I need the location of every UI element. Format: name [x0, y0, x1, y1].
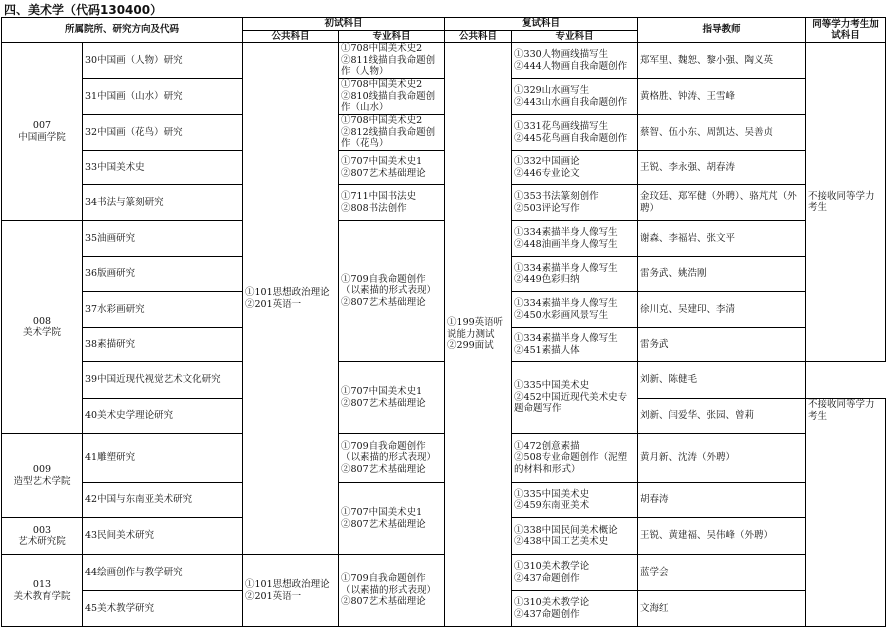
subject-line: ②452中国近现代美术史专题命题写作	[514, 391, 628, 415]
subject-line: ①709自我命题创作（以素描的形式表现）	[341, 440, 437, 464]
retest-major-cell	[512, 591, 638, 627]
public-line: ②201英语一	[245, 590, 302, 602]
supervisors-cell: 黄月新、沈涛（外聘）	[638, 434, 806, 483]
direction-cell: 44绘画创作与教学研究	[83, 555, 243, 591]
subject-line: ②437命题创作	[514, 572, 580, 584]
direction-cell: 33中国美术史	[83, 151, 243, 185]
dept-code: 013	[32, 579, 52, 590]
supervisors-cell: 雷务武	[638, 328, 806, 362]
subject-line: ①709自我命题创作（以素描的形式表现）	[341, 573, 437, 596]
subject-line: ②508专业命题创作（泥塑的材料和形式）	[514, 452, 628, 475]
retest-public-line: ①199英语听说能力测试	[447, 317, 504, 340]
header-dept-major: 所属院所、研究方向及代码	[2, 18, 243, 43]
direction-cell: 35油画研究	[83, 221, 243, 257]
direction-cell: 34书法与篆刻研究	[83, 185, 243, 221]
header-supervisors: 指导教师	[638, 18, 806, 43]
header-first-exam: 初试科目	[243, 18, 445, 31]
first-major-cell	[339, 43, 445, 79]
subject-line: ①334素描半身人像写生	[514, 262, 618, 274]
dept-cell	[2, 555, 83, 627]
retest-major-cell	[512, 434, 638, 483]
direction-cell: 37水彩画研究	[83, 292, 243, 328]
subject-line: ②810线描自我命题创作（山水）	[341, 90, 436, 114]
subject-line: ②443山水画自我命题创作	[514, 96, 628, 108]
direction-cell: 36版画研究	[83, 257, 243, 292]
table-row	[2, 151, 886, 185]
header-retest-public: 公共科目	[445, 30, 512, 43]
supervisors-cell: 黄格胜、钟涛、王雪峰	[638, 79, 806, 115]
supervisors-cell: 刘新、闫爱华、张园、曾莉	[638, 399, 806, 434]
first-major-cell	[339, 115, 445, 151]
first-major-cell	[339, 362, 445, 434]
supervisors-cell: 刘新、陈健毛	[638, 362, 806, 399]
dept-name: 艺术研究院	[18, 536, 66, 547]
subject-line: ①335中国美术史	[514, 380, 590, 392]
supervisors-cell: 郑军里、魏恕、黎小强、陶义英	[638, 43, 806, 79]
table-row	[2, 115, 886, 151]
subject-line: ①334素描半身人像写生	[514, 333, 618, 344]
retest-major-cell	[512, 518, 638, 555]
subject-line: ①310美术教学论	[514, 561, 590, 572]
header-retest-major: 专业科目	[512, 30, 638, 43]
subject-line: ②807艺术基础理论	[341, 596, 426, 608]
subject-line: ②449色彩归纳	[514, 274, 580, 285]
supervisors-cell: 王锐、李永强、胡春涛	[638, 151, 806, 185]
subject-line: ②808书法创作	[341, 202, 407, 214]
first-major-cell	[339, 555, 445, 627]
dept-name: 美术学院	[22, 327, 61, 338]
first-major-cell	[339, 151, 445, 185]
subject-line: ②811线描自我命题创作（人物）	[341, 54, 436, 78]
retest-major-cell	[512, 555, 638, 591]
supervisors-cell: 徐川克、吴建印、李清	[638, 292, 806, 328]
retest-major-cell	[512, 43, 638, 79]
dept-code: 008	[32, 315, 52, 327]
subject-line: ①338中国民间美术概论	[514, 524, 618, 536]
subject-line: ①329山水画写生	[514, 85, 590, 96]
retest-major-cell	[512, 328, 638, 362]
direction-cell: 30中国画（人物）研究	[83, 43, 243, 79]
first-major-cell	[339, 185, 445, 221]
supervisors-cell: 蓝学会	[638, 555, 806, 591]
supervisors-cell: 文海红	[638, 591, 806, 627]
direction-cell: 43民间美术研究	[83, 518, 243, 555]
retest-major-cell	[512, 151, 638, 185]
direction-cell: 42中国与东南亚美术研究	[83, 483, 243, 518]
subject-line: ①708中国美术史2	[341, 43, 423, 55]
direction-cell: 31中国画（山水）研究	[83, 79, 243, 115]
subject-line: ①709自我命题创作（以素描的形式表现）	[341, 273, 437, 297]
direction-cell: 40美术史学理论研究	[83, 399, 243, 434]
subject-line: ②807艺术基础理论	[341, 518, 426, 530]
retest-major-cell	[512, 292, 638, 328]
dept-name: 美术教育学院	[13, 590, 71, 602]
subject-line: ①353书法篆刻创作	[514, 191, 599, 202]
dept-cell	[2, 434, 83, 518]
public-line: ①101思想政治理论	[245, 287, 330, 298]
supervisors-cell: 胡春涛	[638, 483, 806, 518]
subject-line: ②807艺术基础理论	[341, 167, 426, 179]
subject-line: ①707中国美术史1	[341, 386, 423, 397]
subject-line: ①331花鸟画线描写生	[514, 121, 609, 132]
table-row	[2, 434, 886, 483]
table-row	[2, 43, 886, 79]
dept-code: 007	[32, 120, 52, 131]
section-title: 四、美术学（代码130400）	[4, 3, 163, 17]
public-line: ①101思想政治理论	[245, 579, 330, 590]
subject-line: ②446专业论文	[514, 167, 580, 179]
dept-code: 009	[32, 464, 52, 475]
dept-name: 造型艺术学院	[13, 475, 71, 487]
equivalent-cell: 不接收同等学力考生	[806, 399, 886, 627]
table-row	[2, 362, 886, 399]
subject-line: ②445花鸟画自我命题创作	[514, 132, 628, 144]
first-major-cell	[339, 79, 445, 115]
direction-cell: 32中国画（花鸟）研究	[83, 115, 243, 151]
subject-line: ②438中国工艺美术史	[514, 536, 609, 547]
subject-line: ②450水彩画风景写生	[514, 309, 609, 321]
table-row	[2, 555, 886, 591]
subject-line: ②812线描自我命题创作（花鸟）	[341, 126, 436, 150]
subject-line: ②448油画半身人像写生	[514, 238, 618, 250]
retest-major-cell	[512, 79, 638, 115]
public-line: ②201英语一	[245, 298, 302, 310]
retest-major-cell	[512, 221, 638, 257]
table-row	[2, 79, 886, 115]
retest-public-line: ②299面试	[447, 340, 494, 352]
public-subject-cell	[243, 555, 339, 627]
subject-line: ①708中国美术史2	[341, 79, 423, 91]
supervisors-cell: 王锐、黄建福、吴伟峰（外聘）	[638, 518, 806, 555]
public-subject-cell	[243, 43, 339, 555]
subject-line: ②503评论写作	[514, 202, 580, 214]
supervisors-cell: 金玟廷、郑军健（外聘）、骆芃芃（外聘）	[638, 185, 806, 221]
dept-cell	[2, 518, 83, 555]
subject-line: ②437命题创作	[514, 608, 580, 620]
subject-line: ①711中国书法史	[341, 191, 417, 202]
header-public-subject: 公共科目	[243, 30, 339, 43]
subject-line: ①330人物画线描写生	[514, 49, 609, 60]
equivalent-cell: 不接收同等学力考生	[806, 43, 886, 362]
admission-table	[1, 17, 886, 627]
supervisors-cell: 谢森、李福岩、张文平	[638, 221, 806, 257]
dept-code: 003	[32, 524, 52, 536]
subject-line: ①310美术教学论	[514, 597, 590, 608]
retest-major-cell	[512, 115, 638, 151]
subject-line: ②459东南亚美术	[514, 500, 590, 511]
subject-line: ①707中国美术史1	[341, 156, 423, 167]
subject-line: ①707中国美术史1	[341, 507, 423, 518]
subject-line: ①335中国美术史	[514, 488, 590, 500]
subject-line: ②807艺术基础理论	[341, 463, 426, 475]
header-equivalent: 同等学力考生加试科目	[806, 18, 886, 43]
subject-line: ②807艺术基础理论	[341, 397, 426, 409]
header-retest: 复试科目	[445, 18, 638, 31]
direction-cell: 38素描研究	[83, 328, 243, 362]
table-row	[2, 221, 886, 257]
subject-line: ①332中国画论	[514, 156, 580, 167]
subject-line: ①708中国美术史2	[341, 115, 423, 127]
direction-cell: 45美术教学研究	[83, 591, 243, 627]
subject-line: ①334素描半身人像写生	[514, 298, 618, 309]
header-row-1	[2, 18, 886, 31]
dept-cell	[2, 221, 83, 434]
first-major-cell	[339, 483, 445, 555]
subject-line: ②807艺术基础理论	[341, 296, 426, 308]
table-row	[2, 483, 886, 518]
direction-cell: 39中国近现代视觉艺术文化研究	[83, 362, 243, 399]
first-major-cell	[339, 221, 445, 362]
retest-major-cell	[512, 257, 638, 292]
subject-line: ②451素描人体	[514, 344, 580, 356]
dept-name: 中国画学院	[18, 131, 66, 143]
subject-line: ①334素描半身人像写生	[514, 227, 618, 238]
retest-major-cell	[512, 185, 638, 221]
supervisors-cell: 雷务武、姚浩刚	[638, 257, 806, 292]
header-major-subject: 专业科目	[339, 30, 445, 43]
dept-cell	[2, 43, 83, 221]
table-row	[2, 185, 886, 221]
subject-line: ①472创意素描	[514, 440, 580, 452]
subject-line: ②444人物画自我命题创作	[514, 60, 628, 72]
retest-public-cell	[445, 43, 512, 627]
retest-major-cell	[512, 362, 638, 434]
direction-cell: 41雕塑研究	[83, 434, 243, 483]
retest-major-cell	[512, 483, 638, 518]
first-major-cell	[339, 434, 445, 483]
supervisors-cell: 蔡智、伍小东、周凯达、吴善贞	[638, 115, 806, 151]
